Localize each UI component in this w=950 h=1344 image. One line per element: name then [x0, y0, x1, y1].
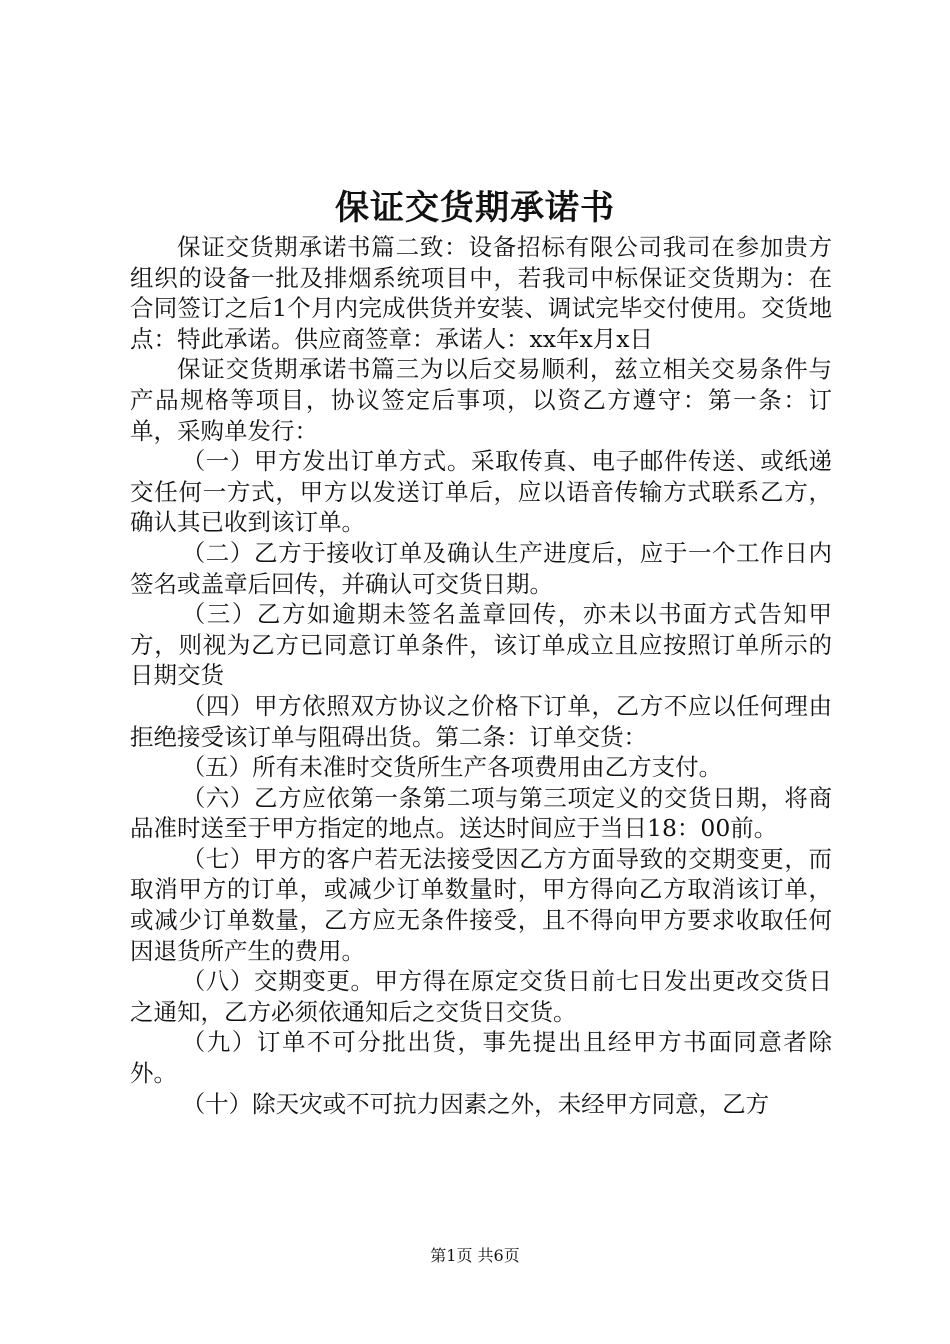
clause-item: （六）乙方应依第一条第二项与第三项定义的交货日期，将商品准时送至于甲方指定的地点。送达时间应于当日18：00前。	[130, 783, 832, 843]
clause-item: （一）甲方发出订单方式。采取传真、电子邮件传送、或纸递交任何一方式，甲方以发送订单后，应以语音传输方式联系乙方，确认其已收到该订单。	[130, 447, 832, 537]
clause-item: （三）乙方如逾期未签名盖章回传，亦未以书面方式告知甲方，则视为乙方已同意订单条件，该订单成立且应按照订单所示的日期交货	[130, 600, 832, 690]
clause-item: （十）除天灾或不可抗力因素之外，未经甲方同意，乙方	[181, 1089, 770, 1118]
clause-item: （二）乙方于接收订单及确认生产进度后，应于一个工作日内签名或盖章后回传，并确认可交货日期。	[130, 538, 832, 598]
page-number-footer: 第1页 共6页	[430, 1246, 520, 1265]
clause-item: （四）甲方依照双方协议之价格下订单，乙方不应以任何理由拒绝接受该订单与阻碍出货。第二条：订单交货：	[130, 691, 832, 751]
clause-item: （七）甲方的客户若无法接受因乙方方面导致的交期变更，而取消甲方的订单，或减少订单数量时，甲方得向乙方取消该订单，或减少订单数量，乙方应无条件接受，且不得向甲方要求收取任何因退货所产生的费用。	[130, 844, 832, 965]
paragraph: 保证交货期承诺书篇二致：设备招标有限公司我司在参加贵方组织的设备一批及排烟系统项目中，若我司中标保证交货期为：在合同签订之后1个月内完成供货并安装、调试完毕交付使用。交货地点：特此承诺。供应商签章：承诺人：xx年x月x日	[130, 233, 832, 353]
document-body	[130, 232, 832, 1119]
clause-item: （五）所有未准时交货所生产各项费用由乙方支付。	[181, 753, 723, 782]
document-title: 保证交货期承诺书	[335, 188, 615, 228]
clause-item: （八）交期变更。甲方得在原定交货日前七日发出更改交货日之通知，乙方必须依通知后之交货日交货。	[130, 967, 832, 1026]
paragraph: 保证交货期承诺书篇三为以后交易顺利，兹立相关交易条件与产品规格等项目，协议签定后事项，以资乙方遵守：第一条：订单，采购单发行：	[130, 355, 832, 445]
clause-item: （九）订单不可分批出货，事先提出且经甲方书面同意者除外。	[130, 1028, 832, 1088]
